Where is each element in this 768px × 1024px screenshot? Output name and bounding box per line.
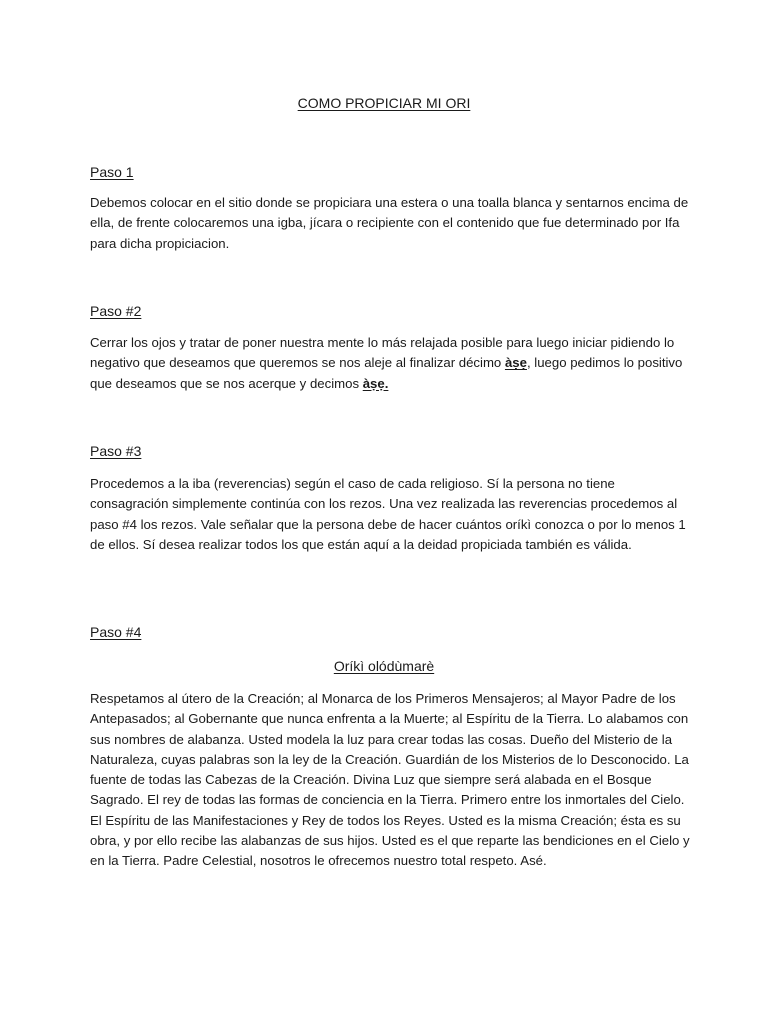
section-heading-paso-3: Paso #3 [90, 443, 142, 459]
ase-emphasis-1: àṣẹ [504, 355, 527, 371]
section-heading-paso-4: Paso #4 [90, 624, 142, 640]
section-body-paso-2 [90, 333, 690, 394]
oriki-subheading: Oríkì olódùmarè [333, 658, 435, 674]
paso-2-text-part2: , luego pedimos lo positivo que deseamos que se nos acerque y decimos [90, 355, 683, 391]
section-heading-paso-1: Paso 1 [90, 164, 134, 180]
section-heading-paso-2: Paso #2 [90, 303, 142, 319]
page-title: COMO PROPICIAR MI ORI [297, 95, 471, 111]
section-body-paso-1: Debemos colocar en el sitio donde se propiciara una estera o una toalla blanca y sentarnos encima de ella, de frente colocaremos una igba, jícara o recipiente con el contenido que fue determinado por Ifa para dicha propiciacion. [90, 195, 689, 251]
section-body-paso-3: Procedemos a la iba (reverencias) según el caso de cada religioso. Sí la persona no tiene consagración simplemente continúa con los rezos. Una vez realizada las reverencias procedemos al paso #4 los rezos. Vale señalar que la persona debe de hacer cuántos oríkì conozca o por lo menos 1 de ellos. Sí desea realizar todos los que están aquí a la deidad propiciada también es válida. [90, 476, 686, 552]
ase-emphasis-2: àṣẹ. [362, 375, 389, 391]
section-body-paso-4: Respetamos al útero de la Creación; al Monarca de los Primeros Mensajeros; al Mayor Padre de los Antepasados; al Gobernante que nunca enfrenta a la Muerte; al Espíritu de la Tierra. Lo alabamos con sus nombres de alabanza. Usted modela la luz para crear todas las cosas. Dueño del Misterio de la Naturaleza, cuyas palabras son la ley de la Creación. Guardián de los Misterios de lo Desconocido. La fuente de todas las Cabezas de la Creación. Divina Luz que siempre será alabada en el Bosque Sagrado. El rey de todas las formas de conciencia en la Tierra. Primero entre los inmortales del Cielo. El Espíritu de las Manifestaciones y Rey de todos los Reyes. Usted es la misma Creación; ésta es su obra, y por ello recibe las alabanzas de sus hijos. Usted es el que reparte las bendiciones en el Cielo y en la Tierra. Padre Celestial, nosotros le ofrecemos nuestro total respeto. Asé. [90, 691, 690, 869]
paso-2-text-part1: Cerrar los ojos y tratar de poner nuestra mente lo más relajada posible para luego iniciar pidiendo lo negativo que deseamos que queremos se nos aleje al finalizar décimo [90, 335, 675, 371]
